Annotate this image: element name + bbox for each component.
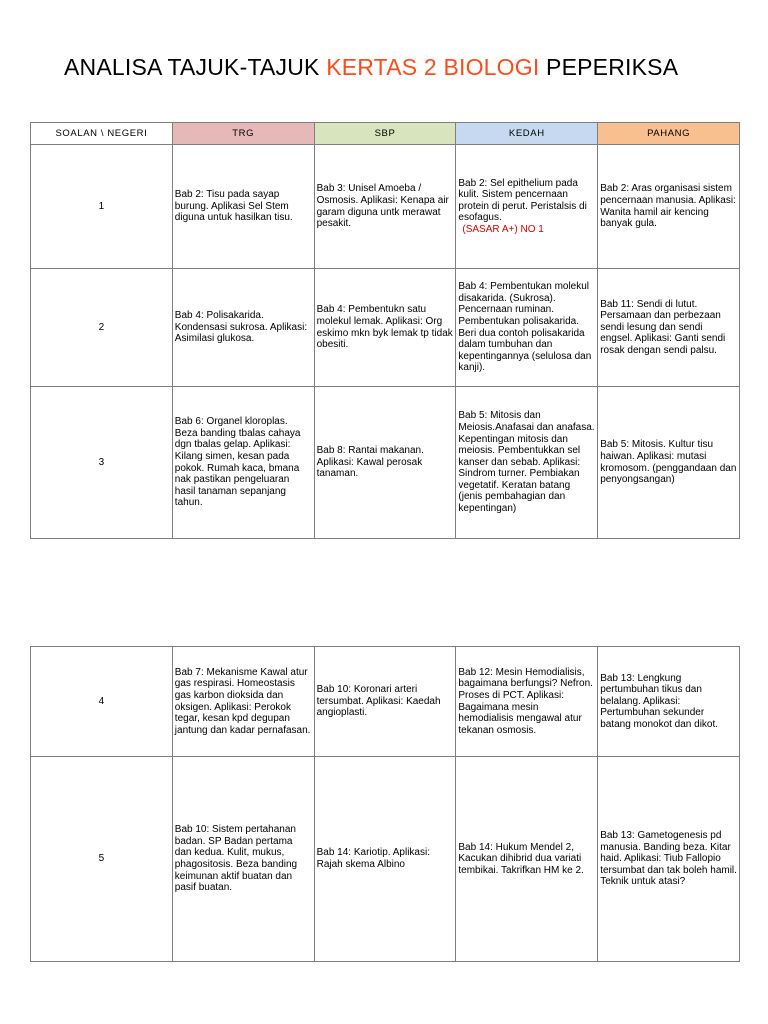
- row-number: 4: [31, 647, 173, 757]
- cell-sbp: Bab 14: Kariotip. Aplikasi: Rajah skema Albino: [314, 757, 456, 962]
- row-number: 1: [31, 145, 173, 269]
- row-number: 2: [31, 269, 173, 387]
- row-number: 5: [31, 757, 173, 962]
- title-part-1: ANALISA TAJUK-TAJUK: [64, 54, 327, 80]
- table-row: [31, 145, 740, 269]
- cell-kedah: [456, 145, 598, 269]
- cell-pahang: Bab 13: Gametogenesis pd manusia. Banding beza. Kitar haid. Aplikasi: Tiub Fallopio tersumbat dan tak boleh hamil. Teknik untuk atasi?: [598, 757, 740, 962]
- cell-pahang: Bab 5: Mitosis. Kultur tisu haiwan. Aplikasi: mutasi kromosom. (penggandaan dan penyongsangan): [598, 387, 740, 539]
- header-trg: TRG: [172, 123, 314, 145]
- table-row: [31, 387, 740, 539]
- kedah-target-note: (SASAR A+) NO 1: [462, 223, 544, 235]
- row-number: 3: [31, 387, 173, 539]
- cell-kedah: Bab 4: Pembentukan molekul disakarida. (Sukrosa). Pencernaan ruminan. Pembentukan polisakarida. Beri dua contoh polisakarida dalam tumbuhan dan kepentingannya (selulosa dan kanji).: [456, 269, 598, 387]
- table-row: [31, 647, 740, 757]
- cell-trg: Bab 6: Organel kloroplas. Beza banding tbalas cahaya dgn tbalas gelap. Aplikasi: Kilang simen, kesan pada pokok. Rumah kaca, bmana nak pastikan pengeluaran hasil tanaman sepanjang tahun.: [172, 387, 314, 539]
- cell-sbp: Bab 4: Pembentukn satu molekul lemak. Aplikasi: Org eskimo mkn byk lemak tp tidak obesiti.: [314, 269, 456, 387]
- header-soalan: SOALAN \ NEGERI: [31, 123, 173, 145]
- header-sbp: SBP: [314, 123, 456, 145]
- cell-pahang: Bab 11: Sendi di lutut. Persamaan dan perbezaan sendi lesung dan sendi engsel. Aplikasi: Ganti sendi rosak dengan sendi palsu.: [598, 269, 740, 387]
- header-pahang: PAHANG: [598, 123, 740, 145]
- cell-pahang: Bab 2: Aras organisasi sistem pencernaan manusia. Aplikasi: Wanita hamil air kencing banyak gula.: [598, 145, 740, 269]
- cell-trg: Bab 4: Polisakarida. Kondensasi sukrosa. Aplikasi: Asimilasi glukosa.: [172, 269, 314, 387]
- cell-kedah: Bab 14: Hukum Mendel 2, Kacukan dihibrid dua variati tembikai. Takrifkan HM ke 2.: [456, 757, 598, 962]
- header-kedah: KEDAH: [456, 123, 598, 145]
- table-row: [31, 757, 740, 962]
- cell-sbp: Bab 3: Unisel Amoeba / Osmosis. Aplikasi: Kenapa air garam diguna untk merawat pesakit.: [314, 145, 456, 269]
- topics-table-bottom: [30, 646, 740, 962]
- topics-table-top: [30, 122, 740, 539]
- cell-kedah: Bab 5: Mitosis dan Meiosis.Anafasai dan anafasa. Kepentingan mitosis dan meiosis. Pembentukkan sel kanser dan sebab. Aplikasi: Sindrom turner. Pembiakan vegetatif. Keratan batang (jenis pembahagian dan kepentingan): [456, 387, 598, 539]
- cell-sbp: Bab 8: Rantai makanan. Aplikasi: Kawal perosak tanaman.: [314, 387, 456, 539]
- cell-trg: Bab 2: Tisu pada sayap burung. Aplikasi Sel Stem diguna untuk hasilkan tisu.: [172, 145, 314, 269]
- cell-sbp: Bab 10: Koronari arteri tersumbat. Aplikasi: Kaedah angioplasti.: [314, 647, 456, 757]
- page-title: [64, 54, 678, 81]
- cell-pahang: Bab 13: Lengkung pertumbuhan tikus dan belalang. Aplikasi: Pertumbuhan sekunder batang monokot dan dikot.: [598, 647, 740, 757]
- cell-trg: Bab 10: Sistem pertahanan badan. SP Badan pertama dan kedua. Kulit, mukus, phagositosis. Beza banding keimunan aktif buatan dan pasif buatan.: [172, 757, 314, 962]
- cell-kedah-text: Bab 2: Sel epithelium pada kulit. Sistem pencernaan protein di perut. Peristalsis di esofagus.: [458, 177, 587, 224]
- cell-trg: Bab 7: Mekanisme Kawal atur gas respirasi. Homeostasis gas karbon dioksida dan oksigen. Aplikasi: Perokok tegar, kesan kpd degupan jantung dan kadar pernafasan.: [172, 647, 314, 757]
- title-part-3: PEPERIKSA: [539, 54, 679, 80]
- table-row: [31, 269, 740, 387]
- title-highlight: KERTAS 2 BIOLOGI: [326, 54, 540, 80]
- header-row: [31, 123, 740, 145]
- cell-kedah: Bab 12: Mesin Hemodialisis, bagaimana berfungsi? Nefron. Proses di PCT. Aplikasi: Bagaimana mesin hemodialisis mengawal atur tekanan osmosis.: [456, 647, 598, 757]
